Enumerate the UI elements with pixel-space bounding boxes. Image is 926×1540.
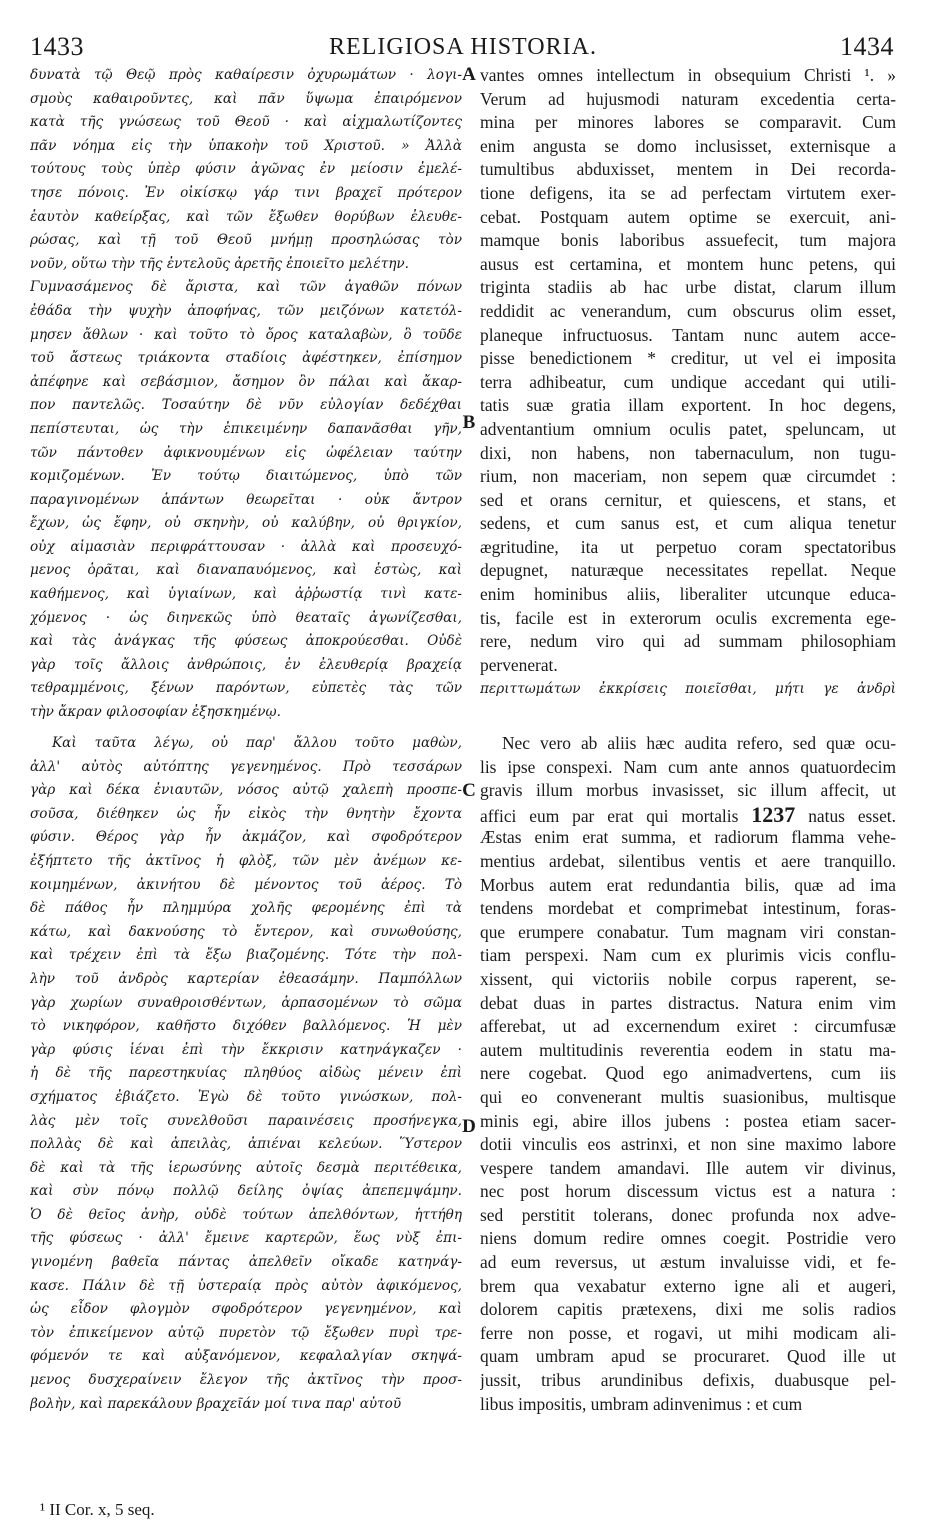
text-line: ἐθάδα τὴν ψυχὴν ἀποφήνας, τῶν μειζόνων κατετόλ- bbox=[30, 302, 462, 319]
text-line: γινομένη βαθεῖα πάντας ἀπελθεῖν οἴκαδε κατηνάγ- bbox=[30, 1254, 462, 1271]
section-marker-b: B bbox=[462, 412, 476, 433]
text-line: γὰρ φύσις ἱέναι ἐπὶ τὴν ἔκκρισιν κατηνάγκαζεν · bbox=[30, 1041, 462, 1058]
greek-continuation-line: περιττωμάτων ἐκκρίσεις ποιεῖσθαι, μήτι γε ἀνδρὶ bbox=[480, 681, 896, 697]
text-line: μενος ὁρᾶται, καὶ διαναπαυόμενος, καὶ ἑστὼς, καὶ bbox=[30, 562, 462, 579]
page-number-left: 1433 bbox=[30, 32, 84, 61]
text-line: ad eum reversus, ut æstum invaluisse vidi, et fe- bbox=[480, 1252, 896, 1273]
text-line: τὸ νικηφόρον, καθῆστο διχόθεν βαλλόμενος. Ἡ μὲν bbox=[30, 1018, 462, 1035]
text-line: ferre non posse, et rogavi, ut mihi modicam ali- bbox=[480, 1322, 896, 1343]
text-line: reddidit ac venerandum, cum obscurus olim esset, bbox=[480, 300, 896, 321]
text-line: quam umbram apud se procuraret. Quod ille ut bbox=[480, 1346, 896, 1367]
text-line: tis, facile est in exterorum oculis excrementa ege- bbox=[480, 607, 896, 628]
text-line: ἡ δὲ τῆς παρεστηκυίας πληθύος αἰδὼς μένειν ἐπὶ bbox=[30, 1065, 462, 1082]
text-line: rere, nedum viro qui ad summam philosophiam bbox=[480, 631, 896, 652]
text-line: πεπίστευται, ὡς τὴν ἐπικειμένην δαπανᾶσθαι γῆν, bbox=[30, 420, 462, 437]
text-line: ἀπέφηνε καὶ σεβάσμιον, ἄσημον ὂν πάλαι καὶ ἄκαρ- bbox=[30, 373, 462, 390]
text-line: jussit, tribus arundinibus defixis, duabusque pel- bbox=[480, 1370, 896, 1391]
text-line: τησε πόνοις. Ἐν οἰκίσκῳ γάρ τινι βραχεῖ πρότερον bbox=[30, 184, 462, 201]
column-number: 1237 bbox=[751, 802, 796, 827]
text-line: sed et orans cernitur, et quiescens, et stans, et bbox=[480, 489, 896, 510]
text-line: Verum ad hujusmodi naturam excedentia certa- bbox=[480, 88, 896, 109]
text-line: lis ipse conspexi. Nam cum ante annos quatuordecim bbox=[480, 756, 896, 777]
text-line: adventantium omnium oculis patet, speluncam, ut bbox=[480, 418, 896, 439]
text-line: ὡς εἶδον φλογμὸν σφοδρότερον γεγενημένον, καὶ bbox=[30, 1301, 462, 1318]
section-marker-c: C bbox=[462, 780, 476, 801]
text-line: τὴν ἄκραν φιλοσοφίαν ἐξησκημένῳ. bbox=[30, 704, 281, 721]
text-line: autem multitudinis reverentia eodem in statu ma- bbox=[480, 1039, 896, 1060]
text-line: terra adhibeatur, cum undique accedant qui utili- bbox=[480, 371, 896, 392]
text-line: τῆς φύσεως · ἀλλ' ἔμεινε καρτερῶν, ἕως νὺξ ἐπι- bbox=[30, 1230, 462, 1247]
text-line: ausus est certamina, et montem hunc petens, qui bbox=[480, 253, 896, 274]
latin-column-greek-line bbox=[480, 678, 896, 702]
text-line: pisse benedictionem * creditur, ut vel ei imposita bbox=[480, 348, 896, 369]
text-line: τὸν ἐπικείμενον αὐτῷ πυρετὸν τῷ ἔξωθεν πυρὶ τρε- bbox=[30, 1324, 462, 1341]
text-line: φύσιν. Θέρος γὰρ ἦν ἀκμάζον, καὶ σφοδρότερον bbox=[30, 829, 462, 846]
text-line: οὐχ αἱμασιὰν περιφράττουσαν · ἀλλὰ καὶ προσευχό- bbox=[30, 538, 462, 555]
text-line: τῶν πάντοθεν ἀφικνουμένων εἰς ὠφέλειαν ταύτην bbox=[30, 444, 462, 461]
text-line: καὶ τρέχειν ἐπὶ τὰ ἔξω βιαζομένης. Τότε τὴν πολ- bbox=[30, 947, 462, 964]
text-line: depugnet, naturæque necessitates repellat. Neque bbox=[480, 560, 896, 581]
text-line: νοῦν, οὕτω τὴν τῆς ἐντελοῦς ἀρετῆς ἐποιεῖτο μελέτην. bbox=[30, 255, 409, 272]
text-line: ἐξήπτετο τῆς ἀκτῖνος ἡ φλὸξ, τῶν μὲν ἀνέμων κε- bbox=[30, 852, 462, 869]
text-line: καθήμενος, καὶ ὑγιαίνων, καὶ ἀῤῥωστίᾳ τινὶ κατε- bbox=[30, 586, 462, 603]
text-line: que erumpere conabatur. Tum magnam viri constan- bbox=[480, 921, 896, 942]
text-line: κάτω, καὶ δακνούσης τὸ ἔντερον, καὶ συνωθούσης, bbox=[30, 923, 462, 940]
text-line: λὴν τοῦ ἀνδρὸς καρτερίαν ἐθεασάμην. Παμπόλλων bbox=[30, 970, 462, 987]
text-line: ἔχων, ὡς ἔφην, οὐ σκηνὴν, οὐ καλύβην, οὐ θριγκίον, bbox=[30, 515, 462, 532]
text-line: minis egi, abire illos jubens : postea etiam sacer- bbox=[480, 1110, 896, 1131]
text-line: πολλὰς δὲ καὶ ἀπειλὰς, ἀπιέναι κελεύων. Ὕστερον bbox=[30, 1136, 462, 1153]
text-fragment: natus esset. bbox=[808, 805, 896, 826]
text-line: δυνατὰ τῷ Θεῷ πρὸς καθαίρεσιν ὀχυρωμάτων · λογι- bbox=[30, 67, 462, 83]
text-line: qui eo convenerant multis suasionibus, multisque bbox=[480, 1086, 896, 1107]
text-line: dolorem capitis prætexens, dixi me solis radios bbox=[480, 1299, 896, 1320]
text-line: Morbus autem erat redundantia bilis, quæ ad ima bbox=[480, 874, 896, 895]
text-line: ἑαυτὸν καθείρξας, καὶ τῶν ἔξωθεν θορύβων ἐλευθε- bbox=[30, 208, 462, 225]
running-title: RELIGIOSA HISTORIA. bbox=[329, 34, 597, 60]
text-line: κατὰ τῆς γνώσεως τοῦ Θεοῦ · καὶ αἰχμαλωτίζοντες bbox=[30, 114, 462, 131]
text-line: δὲ πάθος ἦν πλημμύρα χολῆς φερομένης ἐπὶ τὰ bbox=[30, 900, 462, 917]
footnote: ¹ II Cor. x, 5 seq. bbox=[40, 1500, 155, 1519]
text-line: vespere tandem amandavi. Ille autem vir divinus, bbox=[480, 1157, 896, 1178]
text-line: dixi, non habens, non tabernaculum, non tugu- bbox=[480, 442, 896, 463]
text-line: niens domum redire omnes coegit. Postridie vero bbox=[480, 1228, 896, 1249]
text-line: mina per minores labores se comparavit. Cum bbox=[480, 112, 896, 133]
text-line: γὰρ καὶ δέκα ἐνιαυτῶν, νόσος αὐτῷ χαλεπὴ προσπε- bbox=[30, 782, 462, 799]
text-line bbox=[480, 803, 896, 827]
latin-column-top bbox=[480, 64, 896, 677]
text-line: καὶ τὰς ἀνάγκας τῆς φύσεως ἀποκρούεσθαι. Οὐδὲ bbox=[30, 633, 462, 650]
section-marker-a: A bbox=[462, 64, 476, 85]
text-line: tumultibus abduxisset, mentem in Dei recorda- bbox=[480, 159, 896, 180]
text-line: xissent, qui victoriis nobile corpus raperent, se- bbox=[480, 968, 896, 989]
text-line: Ὁ δὲ θεῖος ἀνὴρ, οὐδὲ τούτων ἀπελθόντων, ἡττήθη bbox=[30, 1206, 462, 1223]
text-line: δὲ καὶ τὰ τῆς ἱερωσύνης αὐτοῖς δεσμὰ περιτέθεικα, bbox=[30, 1159, 462, 1176]
text-line: κασε. Πάλιν δὲ τῇ ὑστεραίᾳ πρὸς αὐτὸν ἀφικόμενος, bbox=[30, 1277, 462, 1294]
greek-column-bottom bbox=[30, 732, 462, 1416]
text-line: planeque infructuosus. Tantam nunc autem acce- bbox=[480, 324, 896, 345]
text-line: Nec vero ab aliis hæc audita refero, sed quæ ocu- bbox=[502, 733, 896, 753]
text-line: mamque bonis laboribus assuefecit, tum majora bbox=[480, 230, 896, 251]
text-line: cebat. Postquam autem optime se exercuit, ani- bbox=[480, 206, 896, 227]
text-line: μησεν ἄθλων · καὶ τοῦτο τὸ ὄρος καταλαβὼν, ὃ τοῦδε bbox=[30, 326, 462, 343]
page-number-right: 1434 bbox=[840, 32, 894, 61]
text-line: σοῦσα, διέθηκεν ὡς ἦν εἰκὸς τὴν θνητὴν ἔχοντα bbox=[30, 805, 462, 822]
text-line: παραγινομένων ἁπάντων θεωρεῖται · οὐκ ἄντρον bbox=[30, 491, 462, 508]
text-line: tiam perspexi. Nam cum ex plurimis vicis conflu- bbox=[480, 945, 896, 966]
text-line: πᾶν νόημα εἰς τὴν ὑπακοὴν τοῦ Χριστοῦ. » Ἀλλὰ bbox=[30, 137, 462, 154]
text-line: ἀλλ' αὐτὸς αὐτόπτης γεγενημένος. Πρὸ τεσσάρων bbox=[30, 758, 462, 775]
text-line: κομιζομένων. Ἐν τούτῳ διαιτώμενος, ὑπὸ τῶν bbox=[30, 468, 462, 485]
text-line: πον παντελῶς. Τοσαύτην δὲ νῦν εὐλογίαν δεδέχθαι bbox=[30, 397, 462, 414]
text-line: φόμενόν τε καὶ αὐξανόμενον, κεφαλαλγίαν σκηψά- bbox=[30, 1348, 462, 1365]
text-line: gravis illum morbus invasisset, sic illum affecit, ut bbox=[480, 780, 896, 801]
text-line: Καὶ ταῦτα λέγω, οὐ παρ' ἄλλου τοῦτο μαθὼν, bbox=[52, 735, 462, 751]
text-line: pervenerat. bbox=[480, 654, 558, 675]
text-line: triginta stadiis ab hac urbe distat, clarum illum bbox=[480, 277, 896, 298]
text-line: nere cogebat. Quod ego animadvertens, cum iis bbox=[480, 1063, 896, 1084]
text-line: rium, non maceriam, non sepem quæ circumdet : bbox=[480, 466, 896, 487]
text-line: sedens, et cum sanus est, et cum aliqua tenetur bbox=[480, 513, 896, 534]
text-line: brem qua vexabatur externo igne ali et augeri, bbox=[480, 1275, 896, 1296]
greek-column-top bbox=[30, 64, 462, 725]
text-line: ægritudine, ita ut perpetuo coram spectatoribus bbox=[480, 536, 896, 557]
text-line: λὰς μὲν τοῖς συνελθοῦσι παραινέσεις προσήνεγκα, bbox=[30, 1112, 462, 1129]
text-line: γὰρ χωρίων συναθροισθέντων, ἁρπασομένων τὸ σῶμα bbox=[30, 994, 462, 1011]
text-line: γὰρ τοῖς ἄλλοις ἀνθρώποις, ἐν ἐλευθερίᾳ βραχείᾳ bbox=[30, 656, 462, 673]
latin-column-bottom bbox=[480, 732, 896, 1416]
text-line: μενος δυσχεραίνειν ἔλεγον τῆς ἀκτῖνος τὴν προσ- bbox=[30, 1372, 462, 1389]
text-line: τεθραμμένοις, ξένων παρόντων, εὐπετὲς τὰς τῶν bbox=[30, 680, 462, 697]
text-line: ρώσας, καὶ τῇ τοῦ Θεοῦ μνήμῃ προσηλώσας τὸν bbox=[30, 232, 462, 249]
text-line: Æstas enim erat summa, et radiorum flamma vehe- bbox=[480, 827, 896, 848]
text-line: sed perstitit tolerans, donec profunda nox adve- bbox=[480, 1204, 896, 1225]
text-line: afferebat, ut ad excernendum exiret : circumfusæ bbox=[480, 1016, 896, 1037]
text-line: nec post horum discessum victus est a natura : bbox=[480, 1181, 896, 1202]
text-line: dotii vinculis eos astrinxi, et non sine maximo labore bbox=[480, 1134, 896, 1155]
text-line: τούτους τοὺς ὑπὲρ φύσιν ἀγῶνας ἐν μείοσιν ἐμελέ- bbox=[30, 161, 462, 178]
text-line: χόμενος · ὡς διηνεκῶς ὑπὸ θεαταῖς ἀγωνίζεσθαι, bbox=[30, 609, 462, 626]
text-line: vantes omnes intellectum in obsequium Christi ¹. » bbox=[480, 65, 896, 85]
text-line: τοῦ ἄστεως τριάκοντα σταδίοις ἀφέστηκεν, ἐπίσημον bbox=[30, 350, 462, 367]
text-line: tione defigens, ita se ad perfectam virtutem exer- bbox=[480, 182, 896, 203]
text-line: tendens mordebat et comprimebat intestinum, foras- bbox=[480, 898, 896, 919]
text-line: debat duas in partes distractus. Natura enim vim bbox=[480, 992, 896, 1013]
text-line: tatis suæ gratia illam exportent. In hoc degens, bbox=[480, 395, 896, 416]
text-line: mentius ardebat, silentibus ventis et aere tranquillo. bbox=[480, 850, 896, 871]
text-line: κοιμημένων, ἀκινήτου δὲ μένοντος τοῦ ἀέρος. Τὸ bbox=[30, 876, 462, 893]
text-line: Γυμνασάμενος δὲ ἄριστα, καὶ τῶν ἀγαθῶν πόνων bbox=[30, 279, 462, 296]
text-line: enim angusta se domo inclusisset, externisque a bbox=[480, 135, 896, 156]
text-line: enim hominibus aliis, liberaliter utcunque educa- bbox=[480, 584, 896, 605]
text-line: σχήματος ἐβιάζετο. Ἐγὼ δὲ τοῦτο γινώσκων, πολ- bbox=[30, 1088, 462, 1105]
text-line: libus impositis, umbram adinvenimus : et cum bbox=[480, 1393, 803, 1414]
text-line: βολὴν, καὶ παρεκάλουν βραχεῖάν μοί τινα παρ' αὐτοῦ bbox=[30, 1395, 402, 1412]
text-line: σμοὺς καθαιροῦντες, καὶ πᾶν ὕψωμα ἐπαιρόμενον bbox=[30, 90, 462, 107]
text-line: καὶ σὺν πόνῳ πολλῷ δείλης ὀψίας ἀπεπεμψάμην. bbox=[30, 1183, 462, 1200]
section-marker-d: D bbox=[462, 1116, 476, 1137]
text-fragment: affici eum par erat qui mortalis bbox=[480, 805, 739, 826]
